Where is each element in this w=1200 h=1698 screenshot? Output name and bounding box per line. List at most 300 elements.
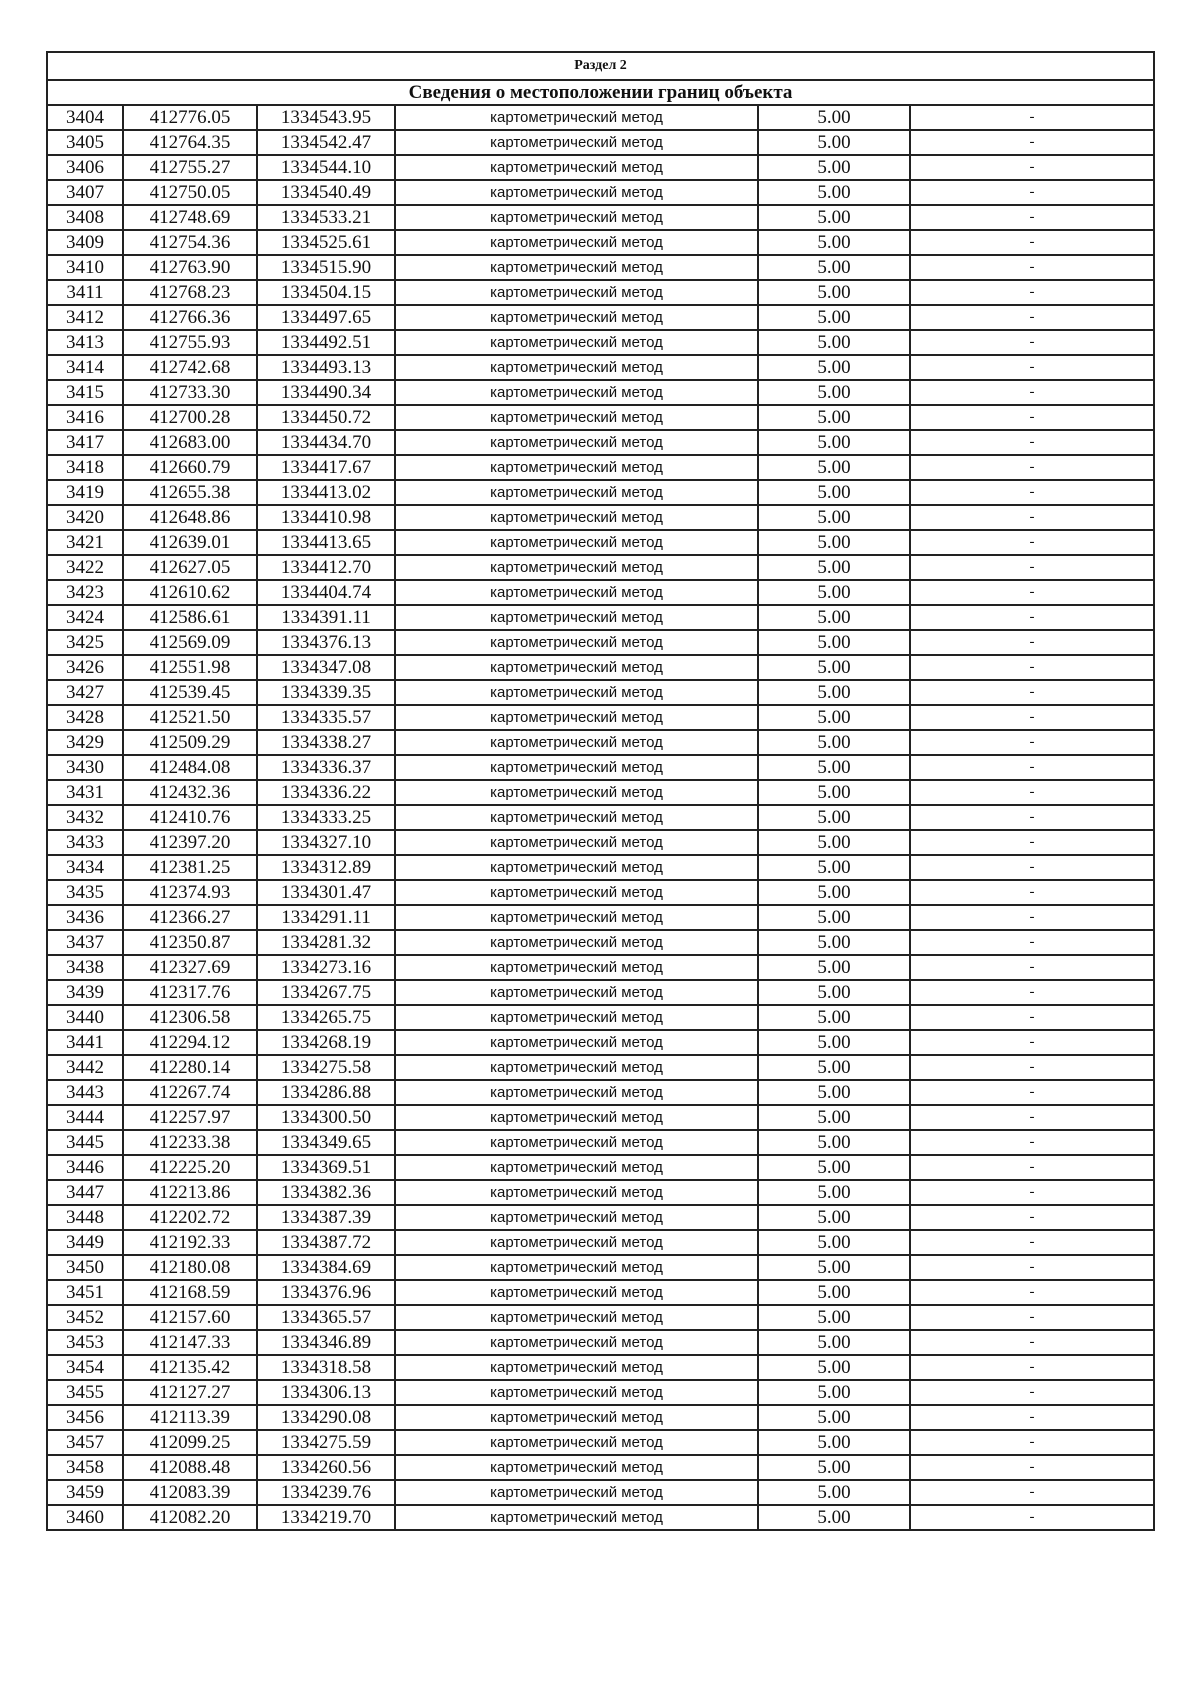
- point-number-cell: 3427: [47, 680, 123, 705]
- description-cell: -: [910, 255, 1154, 280]
- y-coordinate-cell: 1334493.13: [257, 355, 395, 380]
- x-coordinate-cell: 412267.74: [123, 1080, 257, 1105]
- table-row: [47, 1205, 1154, 1230]
- point-number-cell: 3414: [47, 355, 123, 380]
- description-cell: -: [910, 605, 1154, 630]
- method-cell: картометрический метод: [395, 1030, 758, 1055]
- accuracy-cell: 5.00: [758, 505, 910, 530]
- description-cell: -: [910, 180, 1154, 205]
- x-coordinate-cell: 412306.58: [123, 1005, 257, 1030]
- y-coordinate-cell: 1334382.36: [257, 1180, 395, 1205]
- table-row: [47, 830, 1154, 855]
- accuracy-cell: 5.00: [758, 680, 910, 705]
- point-number-cell: 3440: [47, 1005, 123, 1030]
- description-cell: -: [910, 1355, 1154, 1380]
- accuracy-cell: 5.00: [758, 280, 910, 305]
- accuracy-cell: 5.00: [758, 1355, 910, 1380]
- table-row: [47, 1055, 1154, 1080]
- table-row: [47, 680, 1154, 705]
- point-number-cell: 3405: [47, 130, 123, 155]
- description-cell: -: [910, 1180, 1154, 1205]
- point-number-cell: 3458: [47, 1455, 123, 1480]
- y-coordinate-cell: 1334339.35: [257, 680, 395, 705]
- method-cell: картометрический метод: [395, 1430, 758, 1455]
- method-cell: картометрический метод: [395, 1105, 758, 1130]
- point-number-cell: 3426: [47, 655, 123, 680]
- method-cell: картометрический метод: [395, 1505, 758, 1530]
- y-coordinate-cell: 1334391.11: [257, 605, 395, 630]
- x-coordinate-cell: 412088.48: [123, 1455, 257, 1480]
- point-number-cell: 3454: [47, 1355, 123, 1380]
- x-coordinate-cell: 412586.61: [123, 605, 257, 630]
- x-coordinate-cell: 412381.25: [123, 855, 257, 880]
- accuracy-cell: 5.00: [758, 930, 910, 955]
- point-number-cell: 3425: [47, 630, 123, 655]
- accuracy-cell: 5.00: [758, 1105, 910, 1130]
- description-cell: -: [910, 1480, 1154, 1505]
- table-row: [47, 430, 1154, 455]
- table-row: [47, 380, 1154, 405]
- table-row: [47, 1080, 1154, 1105]
- x-coordinate-cell: 412099.25: [123, 1430, 257, 1455]
- method-cell: картометрический метод: [395, 480, 758, 505]
- description-cell: -: [910, 630, 1154, 655]
- method-cell: картометрический метод: [395, 1405, 758, 1430]
- x-coordinate-cell: 412350.87: [123, 930, 257, 955]
- x-coordinate-cell: 412180.08: [123, 1255, 257, 1280]
- table-row: [47, 1180, 1154, 1205]
- table-row: [47, 580, 1154, 605]
- accuracy-cell: 5.00: [758, 1330, 910, 1355]
- accuracy-cell: 5.00: [758, 830, 910, 855]
- point-number-cell: 3438: [47, 955, 123, 980]
- y-coordinate-cell: 1334301.47: [257, 880, 395, 905]
- table-row: [47, 1130, 1154, 1155]
- method-cell: картометрический метод: [395, 580, 758, 605]
- table-row: [47, 1455, 1154, 1480]
- description-cell: -: [910, 130, 1154, 155]
- x-coordinate-cell: 412168.59: [123, 1280, 257, 1305]
- method-cell: картометрический метод: [395, 955, 758, 980]
- y-coordinate-cell: 1334365.57: [257, 1305, 395, 1330]
- description-cell: -: [910, 805, 1154, 830]
- x-coordinate-cell: 412551.98: [123, 655, 257, 680]
- description-cell: -: [910, 405, 1154, 430]
- x-coordinate-cell: 412683.00: [123, 430, 257, 455]
- method-cell: картометрический метод: [395, 230, 758, 255]
- method-cell: картометрический метод: [395, 180, 758, 205]
- section-title-row: [47, 80, 1154, 105]
- point-number-cell: 3429: [47, 730, 123, 755]
- y-coordinate-cell: 1334504.15: [257, 280, 395, 305]
- y-coordinate-cell: 1334268.19: [257, 1030, 395, 1055]
- point-number-cell: 3416: [47, 405, 123, 430]
- y-coordinate-cell: 1334404.74: [257, 580, 395, 605]
- accuracy-cell: 5.00: [758, 1280, 910, 1305]
- x-coordinate-cell: 412484.08: [123, 755, 257, 780]
- description-cell: -: [910, 1205, 1154, 1230]
- accuracy-cell: 5.00: [758, 1455, 910, 1480]
- accuracy-cell: 5.00: [758, 1305, 910, 1330]
- x-coordinate-cell: 412113.39: [123, 1405, 257, 1430]
- table-row: [47, 980, 1154, 1005]
- x-coordinate-cell: 412135.42: [123, 1355, 257, 1380]
- method-cell: картометрический метод: [395, 1455, 758, 1480]
- description-cell: -: [910, 880, 1154, 905]
- description-cell: -: [910, 1405, 1154, 1430]
- method-cell: картометрический метод: [395, 755, 758, 780]
- x-coordinate-cell: 412317.76: [123, 980, 257, 1005]
- accuracy-cell: 5.00: [758, 1180, 910, 1205]
- x-coordinate-cell: 412257.97: [123, 1105, 257, 1130]
- method-cell: картометрический метод: [395, 405, 758, 430]
- point-number-cell: 3453: [47, 1330, 123, 1355]
- y-coordinate-cell: 1334387.39: [257, 1205, 395, 1230]
- accuracy-cell: 5.00: [758, 805, 910, 830]
- x-coordinate-cell: 412763.90: [123, 255, 257, 280]
- accuracy-cell: 5.00: [758, 205, 910, 230]
- description-cell: -: [910, 755, 1154, 780]
- accuracy-cell: 5.00: [758, 1055, 910, 1080]
- description-cell: -: [910, 1230, 1154, 1255]
- accuracy-cell: 5.00: [758, 530, 910, 555]
- y-coordinate-cell: 1334333.25: [257, 805, 395, 830]
- x-coordinate-cell: 412366.27: [123, 905, 257, 930]
- x-coordinate-cell: 412660.79: [123, 455, 257, 480]
- accuracy-cell: 5.00: [758, 1255, 910, 1280]
- point-number-cell: 3422: [47, 555, 123, 580]
- point-number-cell: 3431: [47, 780, 123, 805]
- y-coordinate-cell: 1334336.22: [257, 780, 395, 805]
- table-row: [47, 255, 1154, 280]
- y-coordinate-cell: 1334515.90: [257, 255, 395, 280]
- x-coordinate-cell: 412225.20: [123, 1155, 257, 1180]
- method-cell: картометрический метод: [395, 1305, 758, 1330]
- accuracy-cell: 5.00: [758, 630, 910, 655]
- table-body: [47, 105, 1154, 1530]
- description-cell: -: [910, 330, 1154, 355]
- y-coordinate-cell: 1334306.13: [257, 1380, 395, 1405]
- x-coordinate-cell: 412374.93: [123, 880, 257, 905]
- point-number-cell: 3410: [47, 255, 123, 280]
- method-cell: картометрический метод: [395, 880, 758, 905]
- accuracy-cell: 5.00: [758, 780, 910, 805]
- y-coordinate-cell: 1334410.98: [257, 505, 395, 530]
- table-row: [47, 1430, 1154, 1455]
- description-cell: -: [910, 1305, 1154, 1330]
- method-cell: картометрический метод: [395, 455, 758, 480]
- description-cell: -: [910, 355, 1154, 380]
- x-coordinate-cell: 412755.27: [123, 155, 257, 180]
- point-number-cell: 3430: [47, 755, 123, 780]
- x-coordinate-cell: 412410.76: [123, 805, 257, 830]
- accuracy-cell: 5.00: [758, 1480, 910, 1505]
- y-coordinate-cell: 1334540.49: [257, 180, 395, 205]
- table-row: [47, 1355, 1154, 1380]
- table-row: [47, 780, 1154, 805]
- table-row: [47, 1330, 1154, 1355]
- point-number-cell: 3432: [47, 805, 123, 830]
- x-coordinate-cell: 412610.62: [123, 580, 257, 605]
- table-row: [47, 1155, 1154, 1180]
- method-cell: картометрический метод: [395, 255, 758, 280]
- description-cell: -: [910, 955, 1154, 980]
- accuracy-cell: 5.00: [758, 255, 910, 280]
- y-coordinate-cell: 1334497.65: [257, 305, 395, 330]
- description-cell: -: [910, 855, 1154, 880]
- method-cell: картометрический метод: [395, 380, 758, 405]
- x-coordinate-cell: 412768.23: [123, 280, 257, 305]
- method-cell: картометрический метод: [395, 505, 758, 530]
- accuracy-cell: 5.00: [758, 880, 910, 905]
- x-coordinate-cell: 412202.72: [123, 1205, 257, 1230]
- description-cell: -: [910, 505, 1154, 530]
- accuracy-cell: 5.00: [758, 605, 910, 630]
- y-coordinate-cell: 1334349.65: [257, 1130, 395, 1155]
- y-coordinate-cell: 1334412.70: [257, 555, 395, 580]
- table-row: [47, 1505, 1154, 1530]
- x-coordinate-cell: 412733.30: [123, 380, 257, 405]
- table-row: [47, 455, 1154, 480]
- method-cell: картометрический метод: [395, 705, 758, 730]
- x-coordinate-cell: 412294.12: [123, 1030, 257, 1055]
- x-coordinate-cell: 412700.28: [123, 405, 257, 430]
- method-cell: картометрический метод: [395, 1155, 758, 1180]
- y-coordinate-cell: 1334376.96: [257, 1280, 395, 1305]
- description-cell: -: [910, 455, 1154, 480]
- description-cell: -: [910, 580, 1154, 605]
- y-coordinate-cell: 1334260.56: [257, 1455, 395, 1480]
- method-cell: картометрический метод: [395, 155, 758, 180]
- point-number-cell: 3406: [47, 155, 123, 180]
- y-coordinate-cell: 1334335.57: [257, 705, 395, 730]
- point-number-cell: 3433: [47, 830, 123, 855]
- method-cell: картометрический метод: [395, 855, 758, 880]
- point-number-cell: 3457: [47, 1430, 123, 1455]
- accuracy-cell: 5.00: [758, 1505, 910, 1530]
- y-coordinate-cell: 1334413.65: [257, 530, 395, 555]
- x-coordinate-cell: 412648.86: [123, 505, 257, 530]
- method-cell: картометрический метод: [395, 530, 758, 555]
- y-coordinate-cell: 1334417.67: [257, 455, 395, 480]
- description-cell: -: [910, 980, 1154, 1005]
- x-coordinate-cell: 412083.39: [123, 1480, 257, 1505]
- description-cell: -: [910, 1030, 1154, 1055]
- method-cell: картометрический метод: [395, 330, 758, 355]
- y-coordinate-cell: 1334273.16: [257, 955, 395, 980]
- table-row: [47, 505, 1154, 530]
- table-row: [47, 955, 1154, 980]
- table-row: [47, 1380, 1154, 1405]
- y-coordinate-cell: 1334387.72: [257, 1230, 395, 1255]
- description-cell: -: [910, 1380, 1154, 1405]
- description-cell: -: [910, 1005, 1154, 1030]
- method-cell: картометрический метод: [395, 1180, 758, 1205]
- description-cell: -: [910, 430, 1154, 455]
- accuracy-cell: 5.00: [758, 180, 910, 205]
- x-coordinate-cell: 412742.68: [123, 355, 257, 380]
- point-number-cell: 3448: [47, 1205, 123, 1230]
- point-number-cell: 3419: [47, 480, 123, 505]
- table-row: [47, 305, 1154, 330]
- description-cell: -: [910, 1280, 1154, 1305]
- accuracy-cell: 5.00: [758, 480, 910, 505]
- x-coordinate-cell: 412539.45: [123, 680, 257, 705]
- y-coordinate-cell: 1334450.72: [257, 405, 395, 430]
- method-cell: картометрический метод: [395, 430, 758, 455]
- accuracy-cell: 5.00: [758, 230, 910, 255]
- description-cell: -: [910, 1105, 1154, 1130]
- method-cell: картометрический метод: [395, 305, 758, 330]
- point-number-cell: 3412: [47, 305, 123, 330]
- table-row: [47, 1405, 1154, 1430]
- x-coordinate-cell: 412082.20: [123, 1505, 257, 1530]
- accuracy-cell: 5.00: [758, 1230, 910, 1255]
- y-coordinate-cell: 1334239.76: [257, 1480, 395, 1505]
- description-cell: -: [910, 1155, 1154, 1180]
- method-cell: картометрический метод: [395, 105, 758, 130]
- point-number-cell: 3452: [47, 1305, 123, 1330]
- accuracy-cell: 5.00: [758, 580, 910, 605]
- y-coordinate-cell: 1334275.59: [257, 1430, 395, 1455]
- accuracy-cell: 5.00: [758, 855, 910, 880]
- y-coordinate-cell: 1334336.37: [257, 755, 395, 780]
- point-number-cell: 3459: [47, 1480, 123, 1505]
- accuracy-cell: 5.00: [758, 1405, 910, 1430]
- point-number-cell: 3415: [47, 380, 123, 405]
- accuracy-cell: 5.00: [758, 105, 910, 130]
- accuracy-cell: 5.00: [758, 1155, 910, 1180]
- method-cell: картометрический метод: [395, 355, 758, 380]
- section-title: Сведения о местоположении границ объекта: [47, 80, 1154, 105]
- x-coordinate-cell: 412233.38: [123, 1130, 257, 1155]
- method-cell: картометрический метод: [395, 980, 758, 1005]
- description-cell: -: [910, 1430, 1154, 1455]
- point-number-cell: 3442: [47, 1055, 123, 1080]
- description-cell: -: [910, 1080, 1154, 1105]
- description-cell: -: [910, 230, 1154, 255]
- accuracy-cell: 5.00: [758, 305, 910, 330]
- accuracy-cell: 5.00: [758, 1130, 910, 1155]
- y-coordinate-cell: 1334300.50: [257, 1105, 395, 1130]
- table-row: [47, 330, 1154, 355]
- x-coordinate-cell: 412157.60: [123, 1305, 257, 1330]
- point-number-cell: 3418: [47, 455, 123, 480]
- accuracy-cell: 5.00: [758, 130, 910, 155]
- table-row: [47, 880, 1154, 905]
- y-coordinate-cell: 1334525.61: [257, 230, 395, 255]
- method-cell: картометрический метод: [395, 905, 758, 930]
- table-row: [47, 230, 1154, 255]
- y-coordinate-cell: 1334338.27: [257, 730, 395, 755]
- section-header-row: [47, 52, 1154, 80]
- accuracy-cell: 5.00: [758, 980, 910, 1005]
- table-row: [47, 1305, 1154, 1330]
- y-coordinate-cell: 1334290.08: [257, 1405, 395, 1430]
- y-coordinate-cell: 1334312.89: [257, 855, 395, 880]
- point-number-cell: 3436: [47, 905, 123, 930]
- table-row: [47, 480, 1154, 505]
- table-row: [47, 630, 1154, 655]
- y-coordinate-cell: 1334434.70: [257, 430, 395, 455]
- y-coordinate-cell: 1334413.02: [257, 480, 395, 505]
- method-cell: картометрический метод: [395, 805, 758, 830]
- accuracy-cell: 5.00: [758, 155, 910, 180]
- accuracy-cell: 5.00: [758, 1030, 910, 1055]
- y-coordinate-cell: 1334346.89: [257, 1330, 395, 1355]
- accuracy-cell: 5.00: [758, 355, 910, 380]
- accuracy-cell: 5.00: [758, 1080, 910, 1105]
- y-coordinate-cell: 1334318.58: [257, 1355, 395, 1380]
- point-number-cell: 3449: [47, 1230, 123, 1255]
- method-cell: картометрический метод: [395, 1005, 758, 1030]
- table-row: [47, 1105, 1154, 1130]
- method-cell: картометрический метод: [395, 1280, 758, 1305]
- x-coordinate-cell: 412327.69: [123, 955, 257, 980]
- table-row: [47, 855, 1154, 880]
- y-coordinate-cell: 1334542.47: [257, 130, 395, 155]
- point-number-cell: 3446: [47, 1155, 123, 1180]
- table-row: [47, 1005, 1154, 1030]
- description-cell: -: [910, 830, 1154, 855]
- point-number-cell: 3413: [47, 330, 123, 355]
- point-number-cell: 3443: [47, 1080, 123, 1105]
- y-coordinate-cell: 1334490.34: [257, 380, 395, 405]
- table-row: [47, 730, 1154, 755]
- x-coordinate-cell: 412639.01: [123, 530, 257, 555]
- description-cell: -: [910, 1330, 1154, 1355]
- point-number-cell: 3455: [47, 1380, 123, 1405]
- table-row: [47, 705, 1154, 730]
- method-cell: картометрический метод: [395, 1355, 758, 1380]
- table-row: [47, 130, 1154, 155]
- x-coordinate-cell: 412748.69: [123, 205, 257, 230]
- x-coordinate-cell: 412509.29: [123, 730, 257, 755]
- point-number-cell: 3460: [47, 1505, 123, 1530]
- point-number-cell: 3421: [47, 530, 123, 555]
- description-cell: -: [910, 305, 1154, 330]
- description-cell: -: [910, 155, 1154, 180]
- description-cell: -: [910, 705, 1154, 730]
- method-cell: картометрический метод: [395, 605, 758, 630]
- boundary-coordinates-table: [46, 51, 1155, 1531]
- y-coordinate-cell: 1334267.75: [257, 980, 395, 1005]
- point-number-cell: 3451: [47, 1280, 123, 1305]
- accuracy-cell: 5.00: [758, 380, 910, 405]
- method-cell: картометрический метод: [395, 930, 758, 955]
- method-cell: картометрический метод: [395, 680, 758, 705]
- accuracy-cell: 5.00: [758, 905, 910, 930]
- point-number-cell: 3404: [47, 105, 123, 130]
- accuracy-cell: 5.00: [758, 330, 910, 355]
- point-number-cell: 3447: [47, 1180, 123, 1205]
- method-cell: картометрический метод: [395, 1205, 758, 1230]
- point-number-cell: 3411: [47, 280, 123, 305]
- description-cell: -: [910, 380, 1154, 405]
- accuracy-cell: 5.00: [758, 405, 910, 430]
- y-coordinate-cell: 1334544.10: [257, 155, 395, 180]
- table-row: [47, 605, 1154, 630]
- point-number-cell: 3407: [47, 180, 123, 205]
- method-cell: картометрический метод: [395, 1480, 758, 1505]
- accuracy-cell: 5.00: [758, 1430, 910, 1455]
- method-cell: картометрический метод: [395, 655, 758, 680]
- method-cell: картометрический метод: [395, 280, 758, 305]
- point-number-cell: 3434: [47, 855, 123, 880]
- accuracy-cell: 5.00: [758, 755, 910, 780]
- method-cell: картометрический метод: [395, 1080, 758, 1105]
- accuracy-cell: 5.00: [758, 655, 910, 680]
